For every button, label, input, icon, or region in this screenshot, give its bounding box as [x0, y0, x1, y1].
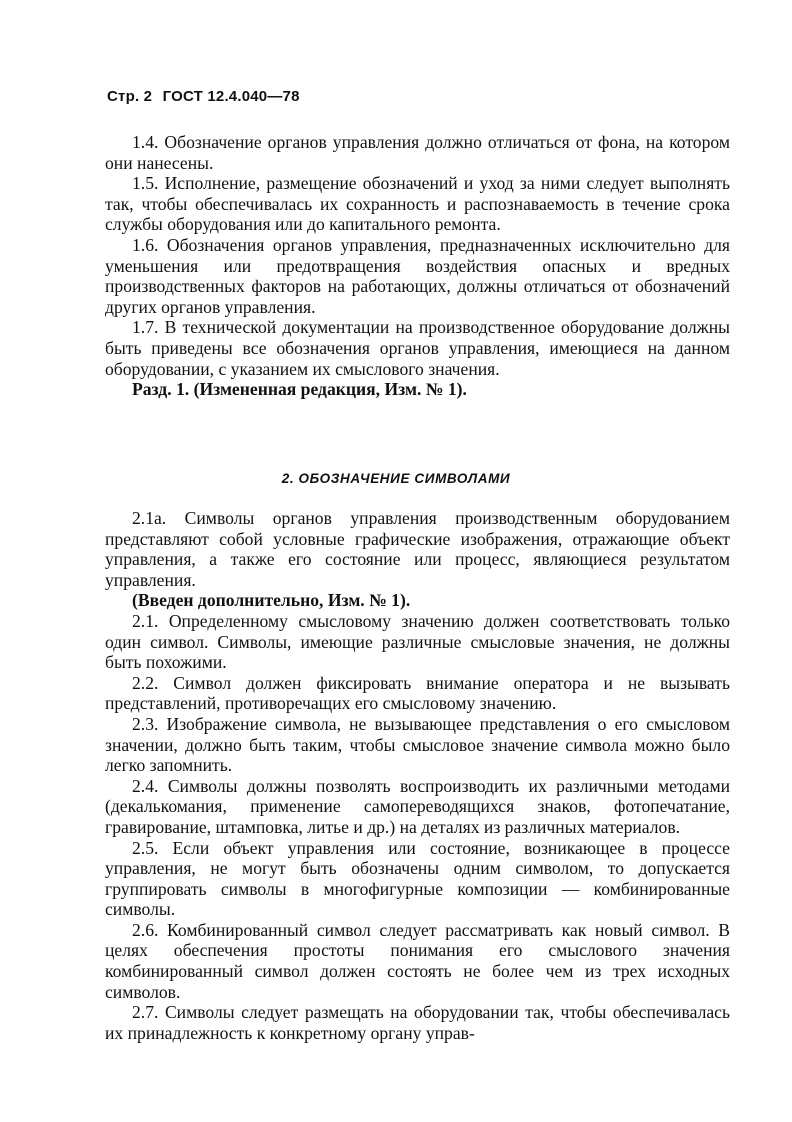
- paragraph-1-5: 1.5. Исполнение, размещение обозначений и уход за ними следует выполнять так, чтобы обеспечивалась их сохранность и распознаваемость в течение срока службы оборудования или до капитального ремонта.: [105, 173, 730, 235]
- section-2-text: [105, 508, 730, 1043]
- page-number: Стр. 2: [107, 88, 153, 105]
- section-2-title: 2. ОБОЗНАЧЕНИЕ СИМВОЛАМИ: [281, 471, 511, 486]
- paragraph-1-6: 1.6. Обозначения органов управления, предназначенных исключительно для уменьшения или предотвращения воздействия опасных и вредных производственных факторов на работающих, должны отличаться от обозначений других органов управления.: [105, 234, 730, 317]
- paragraph-2-6: 2.6. Комбинированный символ следует рассматривать как новый символ. В целях обеспечения простоты понимания его смыслового значения комбинированный символ должен состоять не более чем из трех исходных символов.: [105, 919, 730, 1002]
- paragraph-2-2: 2.2. Символ должен фиксировать внимание оператора и не вызывать представлений, противоречащих его смысловому значению.: [105, 672, 730, 714]
- page-header: [107, 88, 300, 105]
- section-1-text: [105, 132, 730, 400]
- paragraph-1-4: 1.4. Обозначение органов управления должно отличаться от фона, на котором они нанесены.: [105, 132, 730, 173]
- paragraph-2-5: 2.5. Если объект управления или состояние, возникающее в процессе управления, не могут быть обозначены одним символом, то допускается группировать символы в многофигурные композиции — комбинированные символы.: [105, 837, 730, 920]
- paragraph-2-1: 2.1. Определенному смысловому значению должен соответствовать только один символ. Символы, имеющие различные смысловые значения, не должны быть похожими.: [105, 610, 730, 673]
- paragraph-2-7: 2.7. Символы следует размещать на оборудовании так, чтобы обеспечивалась их принадлежность к конкретному органу управ-: [105, 1002, 730, 1043]
- paragraph-2-1a: 2.1а. Символы органов управления производственным оборудованием представляют собой условные графические изображения, отражающие объект управления, а также его состояние или процесс, являющиеся результатом управления.: [105, 508, 730, 590]
- section-2-amendment-note: (Введен дополнительно, Изм. № 1).: [132, 590, 411, 611]
- paragraph-1-7: 1.7. В технической документации на производственное оборудование должны быть приведены все обозначения органов управления, имеющиеся на данном оборудовании, с указанием их смыслового значения.: [105, 317, 730, 379]
- standard-code: ГОСТ 12.4.040—78: [162, 88, 300, 105]
- paragraph-2-4: 2.4. Символы должны позволять воспроизводить их различными методами (декалькомания, применение самопереводящихся знаков, фотопечатание, гравирование, штамповка, литье и др.) на деталях из различных материалов.: [105, 775, 730, 837]
- section-1-amendment-note: Разд. 1. (Измененная редакция, Изм. № 1).: [132, 379, 467, 400]
- paragraph-2-3: 2.3. Изображение символа, не вызывающее представления о его смысловом значении, должно быть таким, чтобы смысловое значение символа можно было легко запомнить.: [105, 713, 730, 776]
